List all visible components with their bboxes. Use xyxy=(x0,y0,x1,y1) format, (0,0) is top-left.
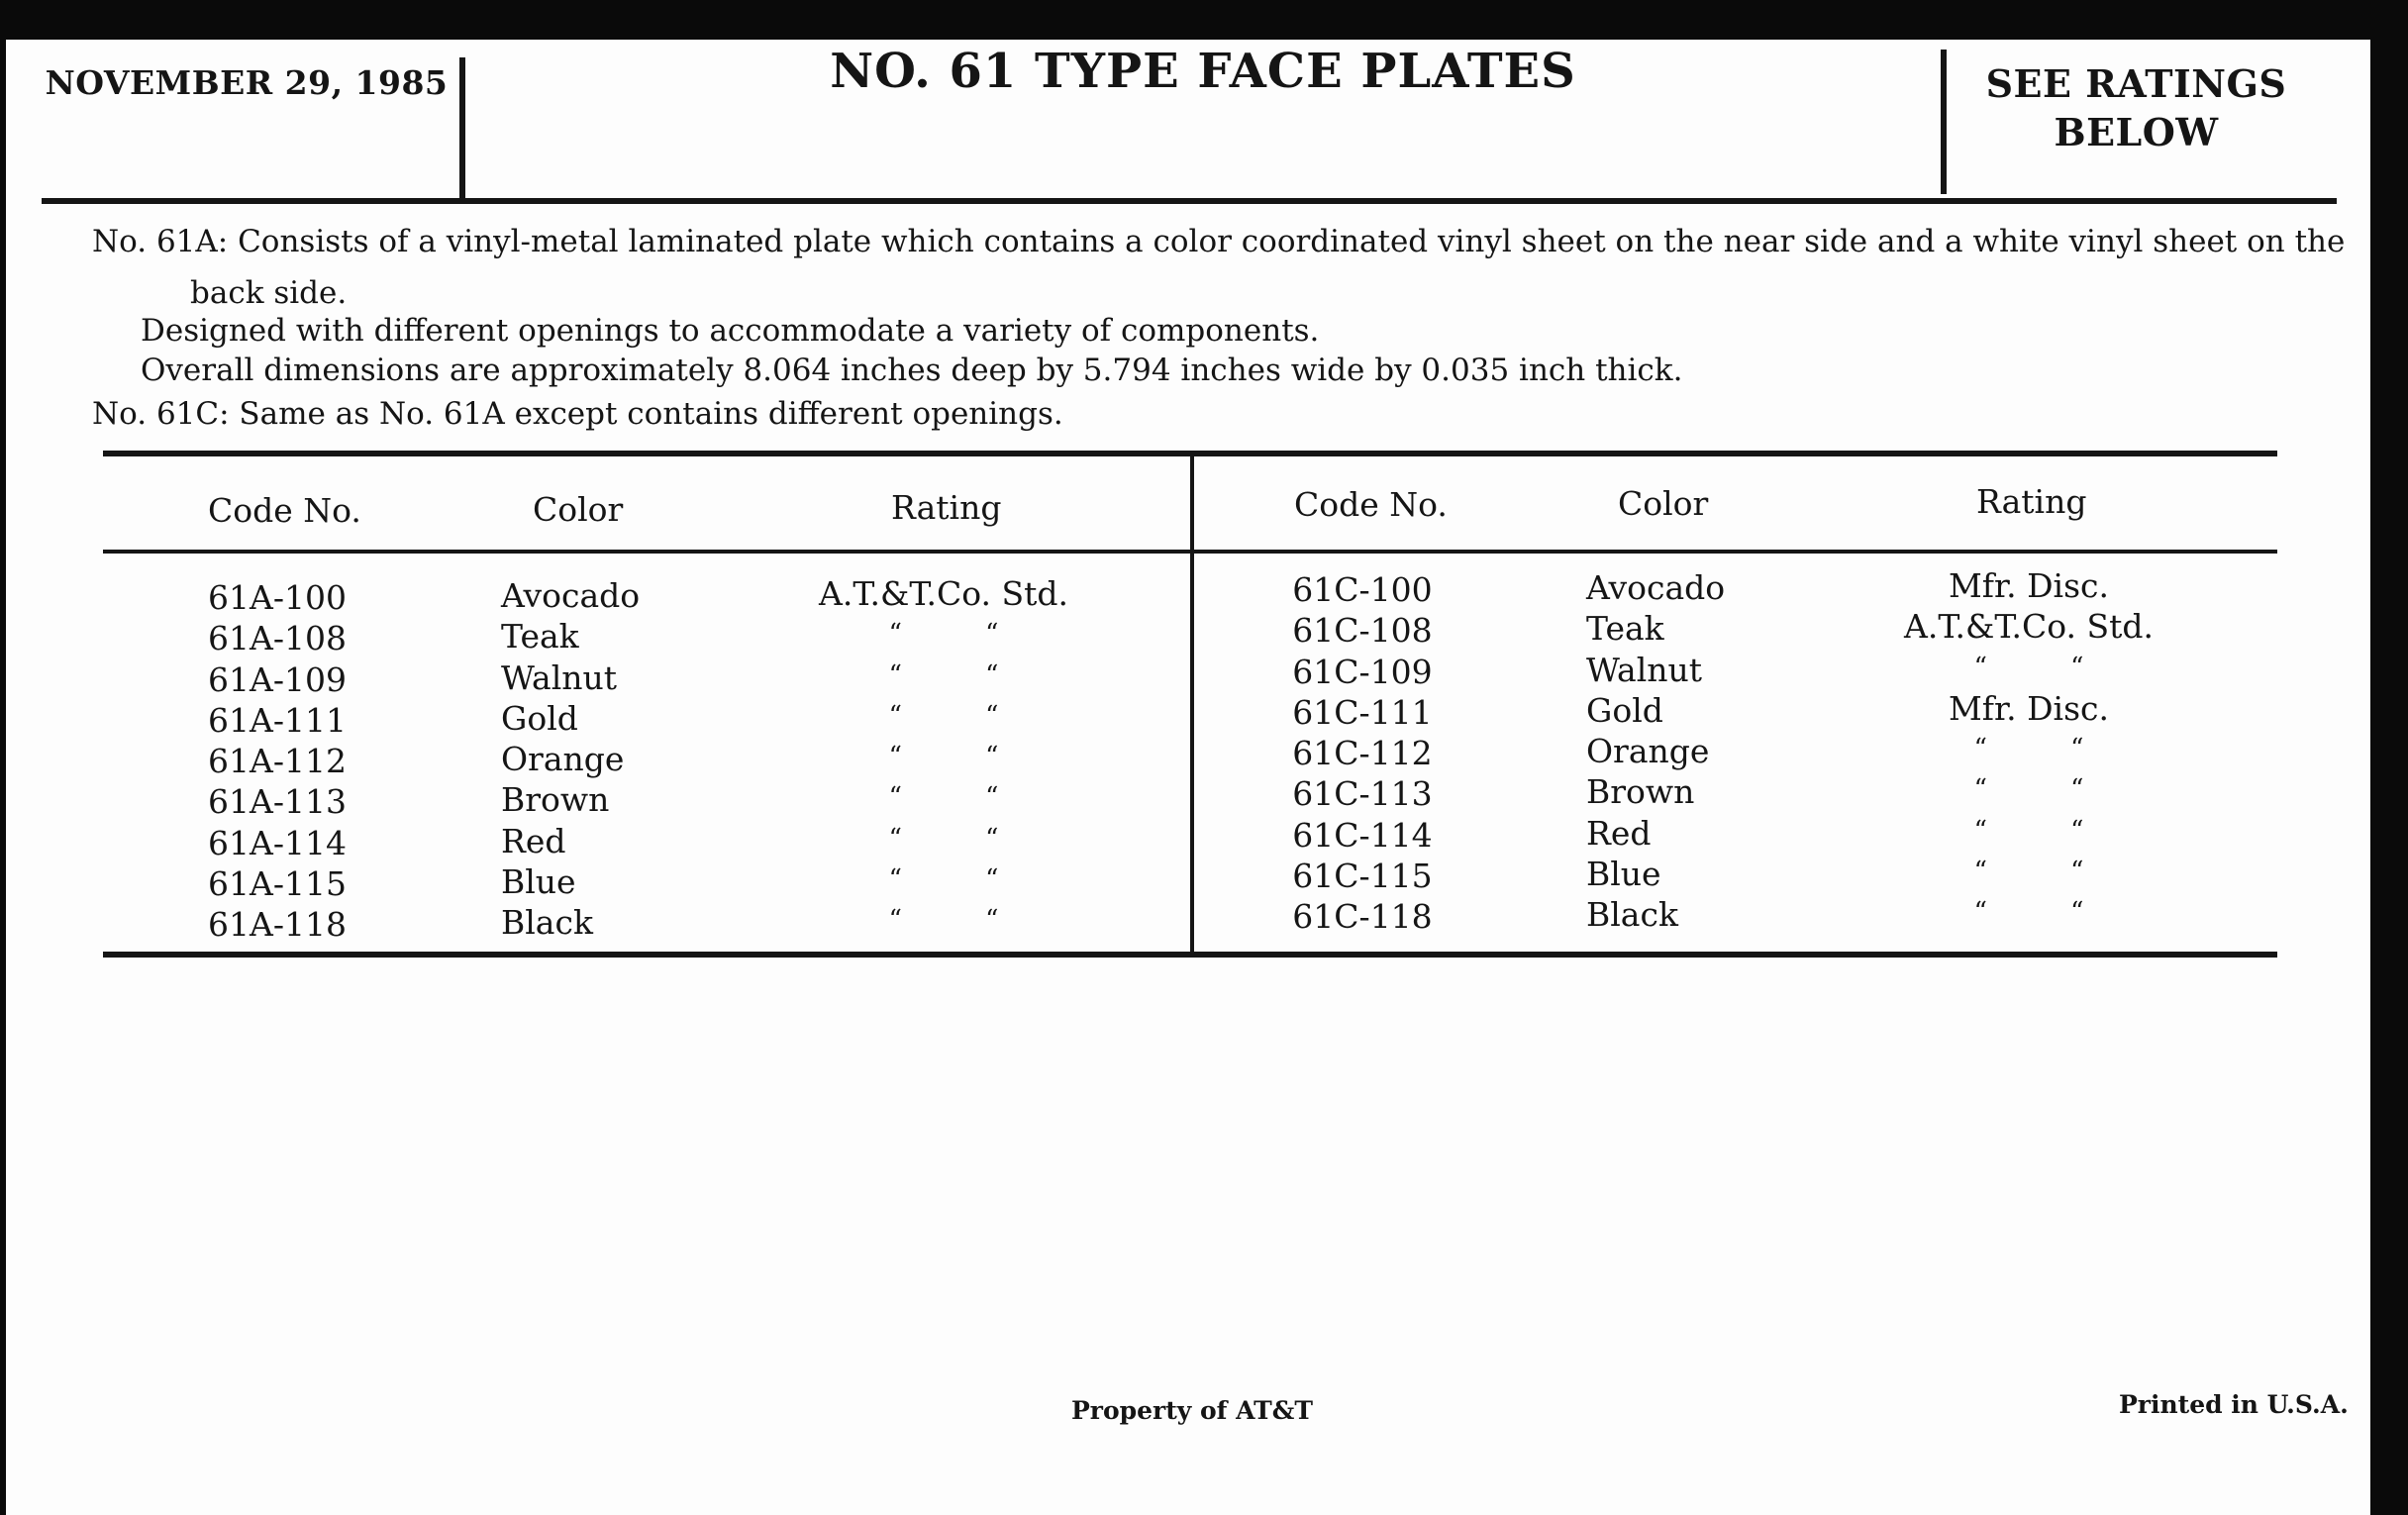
table-cell-rating: Mfr. Disc. xyxy=(1948,566,2110,605)
description-line-3: Designed with different openings to accommodate a variety of components. xyxy=(141,313,1320,349)
table-cell-color: Red xyxy=(501,821,566,860)
table-cell-color: Orange xyxy=(501,740,625,779)
table-cell-rating: “ “ xyxy=(1973,652,2122,682)
scan-border-top xyxy=(0,0,2408,40)
table-cell-code: 61A-115 xyxy=(208,864,347,904)
table-cell-color: Black xyxy=(501,903,593,943)
table-cell-code: 61A-109 xyxy=(208,659,347,699)
header-rating-right: Rating xyxy=(1976,482,2087,521)
table-center-divider xyxy=(1190,454,1194,955)
table-cell-code: 61C-111 xyxy=(1292,692,1433,732)
right-code-column xyxy=(1263,569,1461,938)
table-cell-code: 61C-115 xyxy=(1292,857,1433,896)
footer-printed: Printed in U.S.A. xyxy=(2119,1390,2349,1419)
table-cell-color: Red xyxy=(1586,813,1652,853)
table-cell-color: Blue xyxy=(1586,855,1661,894)
header-rule xyxy=(42,198,2337,204)
table-cell-color: Walnut xyxy=(1586,650,1703,689)
table-cell-rating: “ “ xyxy=(1973,897,2122,928)
table-cell-rating: “ “ xyxy=(888,864,1037,895)
header-divider-right xyxy=(1941,50,1947,194)
footer-property: Property of AT&T xyxy=(1071,1396,1313,1425)
table-cell-color: Blue xyxy=(501,862,576,902)
table-cell-rating: “ “ xyxy=(888,700,1037,731)
table-cell-code: 61A-118 xyxy=(208,905,347,945)
ratings-note-line1: SEE RATINGS xyxy=(1985,61,2287,106)
table-cell-rating: “ “ xyxy=(1973,774,2122,805)
right-rating-column xyxy=(1877,565,2180,934)
table-cell-color: Brown xyxy=(501,780,610,820)
table-cell-color: Black xyxy=(1586,895,1678,935)
table-cell-rating: “ “ xyxy=(888,619,1037,650)
table-cell-rating: “ “ xyxy=(888,823,1037,854)
table-cell-rating: “ “ xyxy=(888,782,1037,813)
table-cell-code: 61C-112 xyxy=(1292,734,1433,773)
table-cell-color: Walnut xyxy=(501,657,618,697)
table-cell-code: 61C-113 xyxy=(1292,774,1433,814)
table-cell-code: 61A-111 xyxy=(208,700,347,740)
table-cell-rating: A.T.&T.Co. Std. xyxy=(819,574,1068,613)
description-line-5: No. 61C: Same as No. 61A except contains different openings. xyxy=(92,396,1063,432)
table-cell-color: Avocado xyxy=(1586,568,1726,607)
table-cell-code: 61A-113 xyxy=(208,782,347,822)
table-cell-rating: “ “ xyxy=(1973,734,2122,764)
table-cell-color: Teak xyxy=(1586,609,1664,649)
table-cell-rating: “ “ xyxy=(888,905,1037,936)
header-ratings-note xyxy=(1951,59,2322,156)
header-rating-left: Rating xyxy=(891,488,1002,527)
table-cell-color: Teak xyxy=(501,617,579,656)
header-code-right: Code No. xyxy=(1294,485,1448,524)
header-code-left: Code No. xyxy=(208,491,361,530)
table-cell-color: Gold xyxy=(1586,690,1663,730)
description-line-4: Overall dimensions are approximately 8.064 inches deep by 5.794 inches wide by 0.035 inch thick. xyxy=(141,353,1683,388)
table-cell-code: 61A-114 xyxy=(208,823,347,862)
table-cell-color: Brown xyxy=(1586,772,1695,812)
table-cell-color: Gold xyxy=(501,698,578,738)
left-rating-column xyxy=(792,573,1095,942)
right-color-column xyxy=(1586,567,1824,936)
table-cell-rating: Mfr. Disc. xyxy=(1948,688,2110,728)
header-color-right: Color xyxy=(1618,484,1709,523)
table-cell-code: 61A-100 xyxy=(208,578,347,617)
table-cell-rating: “ “ xyxy=(888,659,1037,690)
left-color-column xyxy=(501,575,739,944)
table-cell-rating: “ “ xyxy=(1973,815,2122,846)
table-cell-code: 61C-100 xyxy=(1292,570,1433,609)
table-cell-code: 61A-112 xyxy=(208,742,347,781)
table-cell-rating: “ “ xyxy=(1973,857,2122,887)
table-cell-code: 61C-108 xyxy=(1292,611,1433,651)
table-cell-code: 61C-109 xyxy=(1292,652,1433,691)
table-cell-code: 61C-114 xyxy=(1292,815,1433,855)
table-cell-code: 61C-118 xyxy=(1292,897,1433,937)
header-color-left: Color xyxy=(533,490,624,529)
description-line-2: back side. xyxy=(190,275,348,311)
ratings-note-line2: BELOW xyxy=(2054,110,2219,154)
table-cell-code: 61A-108 xyxy=(208,619,347,658)
table-cell-color: Orange xyxy=(1586,732,1710,771)
left-code-column xyxy=(178,577,376,946)
header-date: NOVEMBER 29, 1985 xyxy=(45,63,449,102)
scan-border-right xyxy=(2372,0,2408,1515)
page-title: NO. 61 TYPE FACE PLATES xyxy=(830,44,1576,99)
table-cell-rating: “ “ xyxy=(888,742,1037,772)
table-cell-color: Avocado xyxy=(501,576,641,615)
description-line-1: No. 61A: Consists of a vinyl-metal laminated plate which contains a color coordinated vinyl sheet on the near side and a white vinyl sheet on the xyxy=(92,224,2346,259)
table-cell-rating: A.T.&T.Co. Std. xyxy=(1904,607,2154,647)
